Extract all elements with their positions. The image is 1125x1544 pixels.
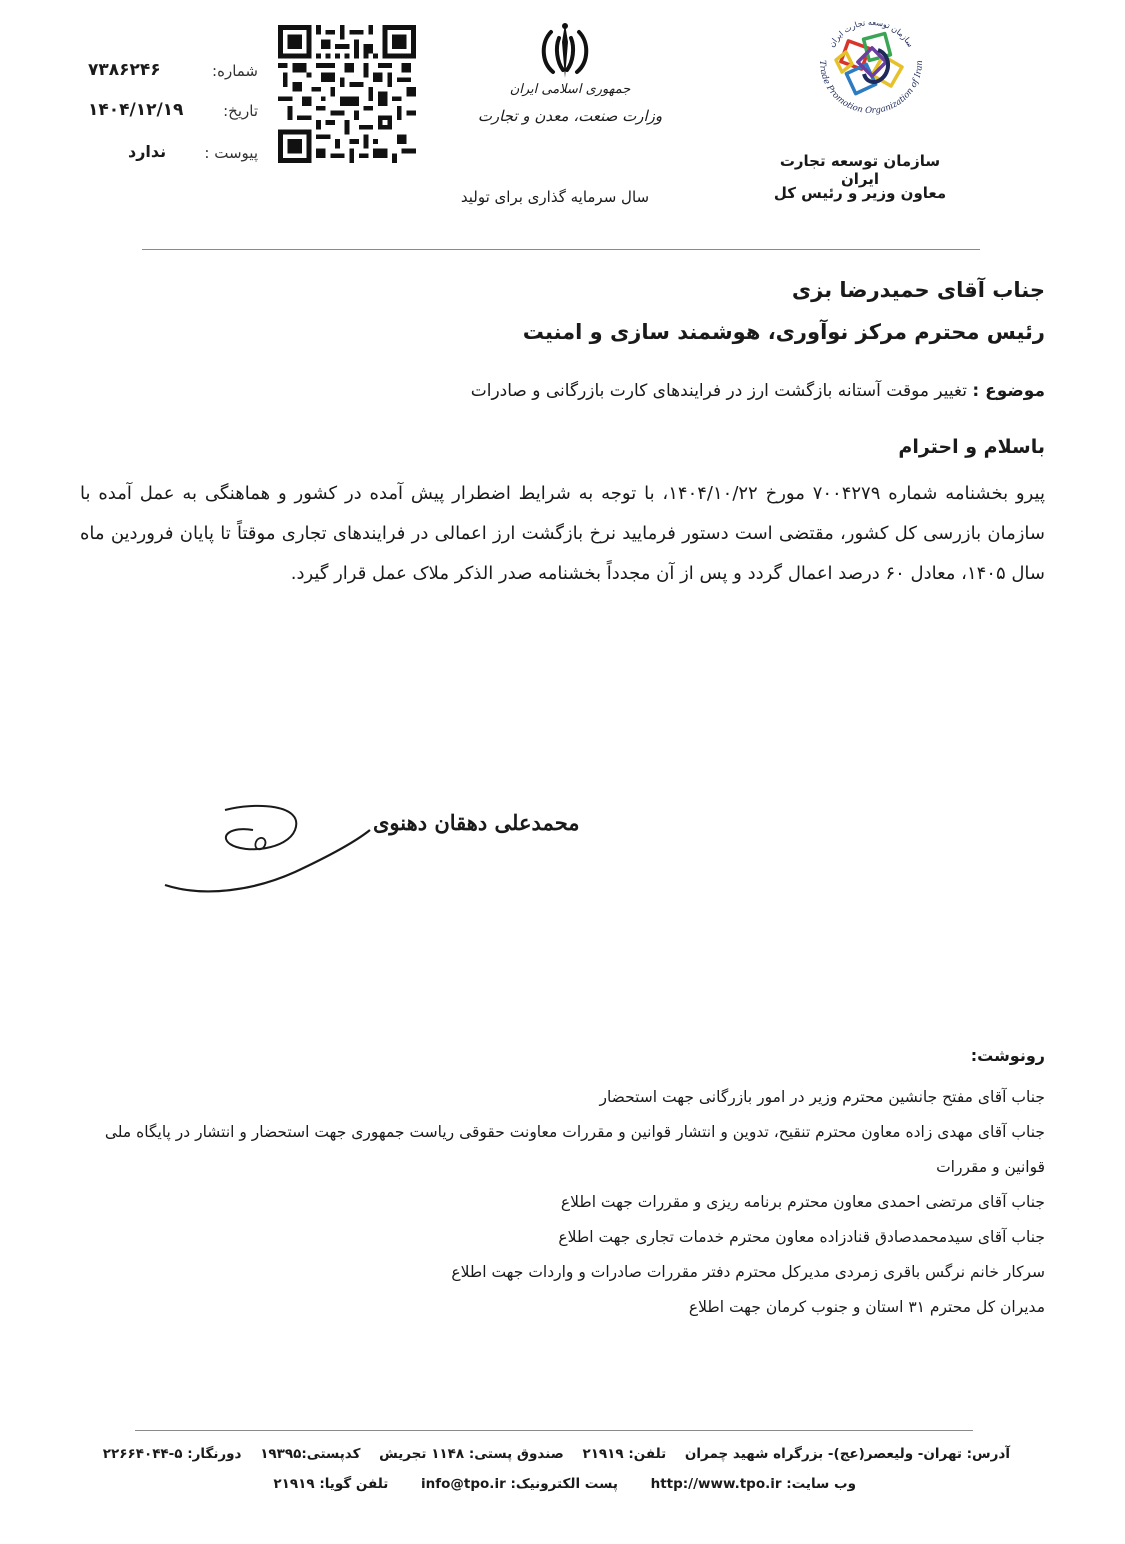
cc-list [80,1080,1045,1325]
year-slogan: سال سرمایه گذاری برای تولید [460,188,650,206]
footer-divider [135,1430,973,1431]
footer-fax: دورنگار: ۵-۲۲۶۶۴۰۴۴ [102,1446,242,1462]
svg-text:سازمان توسعه تجارت ایران [827,18,915,49]
cc-item: مدیران کل محترم ۳۱ استان و جنوب کرمان جهت اطلاع [688,1298,1045,1316]
footer-address: آدرس: تهران- ولیعصر(عج)- بزرگراه شهید چمران [684,1446,1010,1462]
footer-email-label: پست الکترونیک: [510,1476,618,1492]
letter-body: پیرو بخشنامه شماره ۷۰۰۴۲۷۹ مورخ ۱۴۰۴/۱۰/۲۲، با توجه به شرایط اضطرار پیش آمده در کشور و هماهنگی به عمل آمده با سازمان بازرسی کل کشور، مقتضی است دستور فرمایید نرخ بازگشت ارز اعمالی در فرایندهای تجاری موقتاً تا پایان فروردین ماه سال ۱۴۰۵، معادل ۶۰ درصد اعمال گردد و پس از آن مجدداً بخشنامه صدر الذکر ملاک عمل قرار گیرد. [80,483,1046,584]
footer-website-link[interactable]: http://www.tpo.ir [650,1476,782,1492]
tpo-logo-icon [806,2,936,132]
footer-voice-phone: تلفن گویا: ۲۱۹۱۹ [273,1476,389,1492]
footer-po-box: صندوق پستی: ۱۱۴۸ تجریش [379,1446,564,1462]
letter-number-value: ۷۳۸۶۲۴۶ [88,60,161,80]
letter-number [88,58,258,88]
cc-title: رونوشت: [970,1046,1045,1065]
header-divider [142,249,980,250]
organization-name: سازمان توسعه تجارت ایران [779,152,941,188]
letter-number-label: شماره: [212,62,258,80]
addressee-title: رئیس محترم مرکز نوآوری، هوشمند سازی و امنیت [522,320,1045,344]
addressee-name: جناب آقای حمیدرضا بزی [791,278,1045,302]
letter-date [88,98,258,128]
attachment-label: پیوست : [204,144,258,162]
cc-item: جناب آقای مرتضی احمدی معاون محترم برنامه ریزی و مقررات جهت اطلاع [560,1193,1045,1211]
letter-date-label: تاریخ: [223,102,258,120]
footer-website-label: وب سایت: [786,1476,856,1492]
footer-postal-code: کدپستی:۱۹۳۹۵ [260,1446,361,1462]
logo-persian-text: سازمان توسعه تجارت ایران [827,17,915,49]
cc-item: جناب آقای سیدمحمدصادق قنادزاده معاون محترم خدمات تجاری جهت اطلاع [558,1228,1045,1246]
greeting: باسلام و احترام [898,436,1045,458]
emblem-caption-country: جمهوری اسلامی ایران [509,82,631,97]
subject-line [471,381,1045,401]
signature-name: محمدعلی دهقان دهنوی [373,810,580,835]
cc-item: جناب آقای مهدی زاده معاون محترم تنقیح، تدوین و انتشار قوانین و مقررات معاونت حقوقی ریاست جمهوری جهت استحضار و انتشار در پایگاه ملی قوانین و مقررات [104,1123,1045,1176]
letter-date-value: ۱۴۰۴/۱۲/۱۹ [88,100,184,120]
attachment-value: ندارد [128,142,167,161]
logo-english-text: Trade Promotion Organization of Iran [816,60,926,117]
emblem-icon [535,18,595,86]
subject-label: موضوع : [972,381,1045,401]
cc-item: جناب آقای مفتح جانشین محترم وزیر در امور بازرگانی جهت استحضار [599,1088,1045,1106]
subject-text: تغییر موقت آستانه بازگشت ارز در فرایندهای کارت بازرگانی و صادرات [470,381,967,401]
footer-web-line [100,1476,856,1492]
handwritten-signature [145,790,580,905]
qr-code-icon [278,24,416,164]
cc-item: سرکار خانم نرگس باقری زمردی مدیرکل محترم دفتر مقررات صادرات و واردات جهت اطلاع [451,1263,1045,1281]
emblem-caption-ministry: وزارت صنعت، معدن و تجارت [477,107,663,125]
letter-attachment [88,140,258,170]
footer-email-link[interactable]: info@tpo.ir [421,1476,506,1492]
footer-contact-line [100,1446,1010,1462]
signatory-position: معاون وزیر و رئیس کل [773,184,947,202]
footer-phone: تلفن: ۲۱۹۱۹ [582,1446,667,1462]
